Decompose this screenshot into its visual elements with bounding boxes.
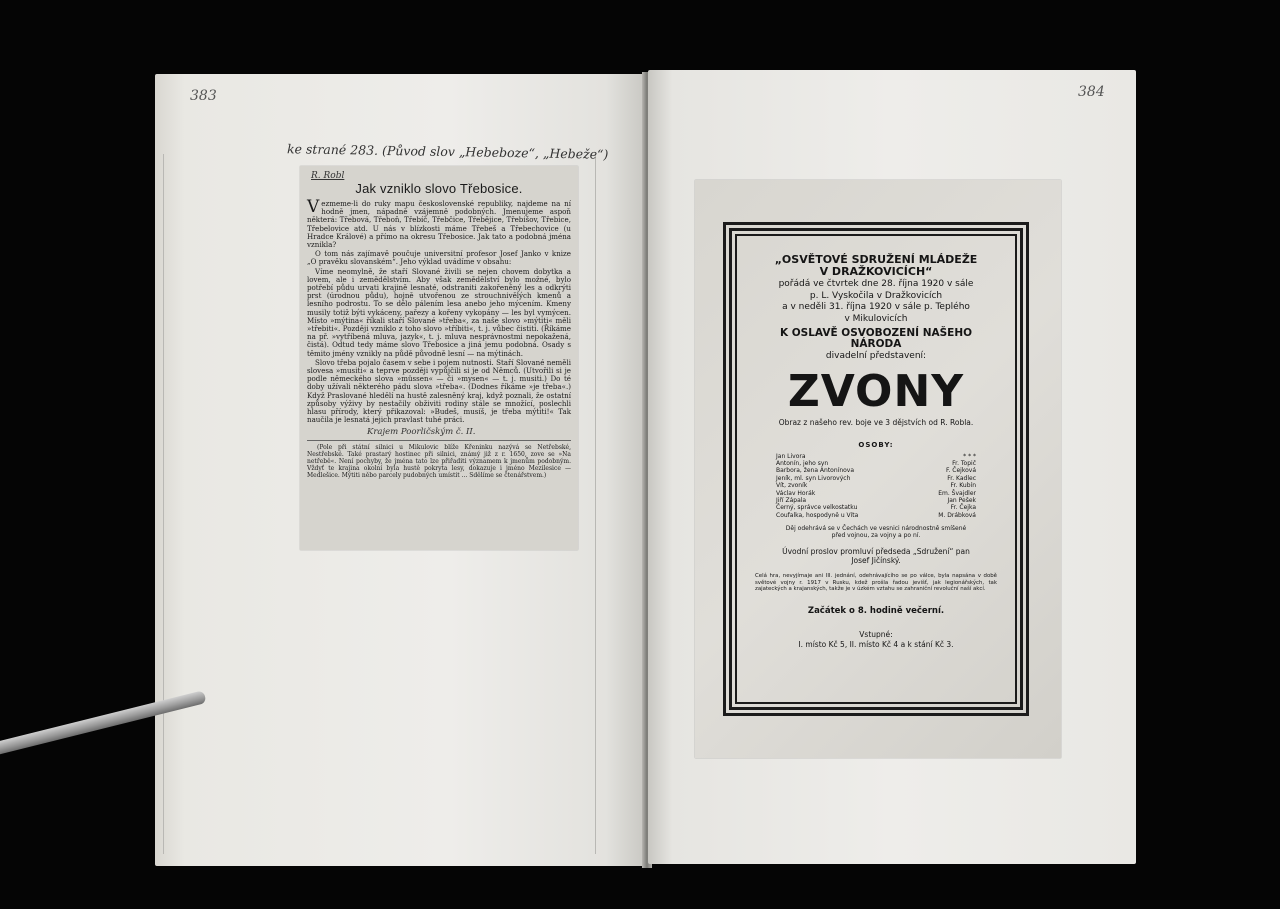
cast-actor: Fr. Kubín <box>950 482 976 490</box>
cast-role: Jiří Zápala <box>776 496 807 504</box>
poster-cast-heading: OSOBY: <box>858 440 894 449</box>
clipping-paragraph: Slovo třeba pojalo časem v sebe i pojem nutnosti. Staří Slované neměli slovesa »musiti« a teprve později vypůjčili si je od Němců. (Utvořili si je podle německého slova »müssen« — či »mysen« — t. j. musiti.) Do té doby užívali některého pádu slova »třeba«. (Dodnes říkáme »je třeba«.) Když Praslované hledělí na hustě zalesněný kraj, když poznali, že ostatní způsoby výživy by nestačily obživiti rodiny stále se množící, poslechli hlasu přírody, který přikazoval: »Budeš, musíš, je třeba mýtiti!« Tak naučila je lesnatá jejich pravlast tuhé práci. <box>307 357 571 425</box>
poster-content <box>741 240 1011 700</box>
clipping-footnote: (Pole při státní silnici u Mikulovic blíže Křeninku nazývá se Netřebské, Nestřebské. Také prastarý hostinec při silnici, známý již z r. 1650, zove se »Na netřebě«. Není pochyby, že jména tato lze přiřaditi významem k jmenům podobným. Vždyť te krajina okolní byla hustě pokryta lesy, dokazuje i jméno Mezilesice — Medlešice. Mýtiti něbo parcely pudobných umístit ... Sdělíme se čtenářstvem.) <box>307 444 571 480</box>
clipping-paragraph: O tom nás zajímavě poučuje universitní profesor Josef Janko v knize „O pravěku slovanském“. Jeho výklad uvádíme v obsahu: <box>307 249 571 267</box>
cast-role: Václav Horák <box>776 489 816 497</box>
poster-occasion: NÁRODA <box>850 338 902 350</box>
cast-row <box>776 460 976 467</box>
poster-intro <box>741 547 1011 565</box>
left-page <box>155 74 645 866</box>
cast-actor: Fr. Kadlec <box>947 474 976 482</box>
poster-subtitle: Obraz z našeho rev. boje ve 3 dějstvích od R. Robla. <box>778 417 974 427</box>
clipping-title: Jak vzniklo slovo Třebosice. <box>355 181 523 196</box>
cast-actor: Jan Pešek <box>947 496 976 504</box>
cast-role: Jan Livora <box>776 452 806 460</box>
theatre-poster <box>695 180 1061 758</box>
poster-setting <box>741 525 1011 539</box>
poster-title: ZVONY <box>787 365 965 417</box>
cast-role: Vít, zvoník <box>776 482 808 490</box>
cast-row <box>776 490 976 497</box>
poster-setting-line: před vojnou, za vojny a po ní. <box>831 532 921 540</box>
cast-role: Coufalka, hospodyně u Víta <box>776 511 859 519</box>
cast-row <box>776 453 976 460</box>
poster-admission-label: Vstupné: <box>859 630 893 640</box>
cast-row <box>776 512 976 519</box>
poster-admission-price: I. místo Kč 5, II. místo Kč 4 a k stání Kč 3. <box>798 640 954 650</box>
poster-setting-line: Děj odehrává se v Čechách ve vesnici národnostně smíšené <box>785 525 967 533</box>
cast-row <box>776 467 976 474</box>
newspaper-clipping <box>300 166 578 550</box>
poster-cast-list <box>776 453 976 520</box>
clipping-paragraph: Vezmeme-li do ruky mapu československé republiky, najdeme na ní hodně jmen, nápadně vzájemně podobných. Jmenujeme aspoň některá: Třebová, Třeboň, Třebíč, Třebčice, Třebějice, Třebišov, Třebice, Třebelovice atd. U nás v blízkosti máme Třebeš a Třebechovice (u Hradce Králové) a přímo na okresu Třebosice. Jak tato a podobná jména vznikla? <box>307 197 571 250</box>
poster-org-line: „OSVĚTOVÉ SDRUŽENÍ MLÁDEŽE <box>774 253 978 266</box>
cast-actor: Em. Švajdler <box>938 489 976 497</box>
cast-role: Černý, správce velkostatku <box>776 504 858 512</box>
cast-actor: * * * <box>963 452 976 460</box>
poster-text: p. L. Vyskočila v Dražkovicích <box>809 290 943 301</box>
cast-row <box>776 504 976 511</box>
poster-note: Celá hra, nevyjímaje ani III. jednání, odehrávajícího se po válce, byla napsána v době světové vojny r. 1917 v Rusku, kdež prošla řadou jevišť, jak legionářských, tak zajateckých a krajanských, takže je v úzkém vztahu se zahraniční revoluční naší akcí. <box>755 573 997 592</box>
cast-role: Jeník, ml. syn Livorových <box>776 474 851 482</box>
poster-intro-line: Úvodní proslov promluví předseda „Sdružení“ pan <box>782 547 970 557</box>
clipping-author: R. Robl <box>311 171 345 181</box>
clipping-paragraph: Víme neomylně, že staří Slované živili se nejen chovem dobytka a lovem, ale i zemědělstvím. Aby však zemědělství bylo možné, bylo potřebí půdu urvati krajině lesnaté, odstraniti zakořeněný les a odkrýti prst (úrodnou půdu), hojně utvořenou ze strouchnivělých kmenů a lesního podrostu. To se dělo pálením lesa anebo jeho mýcením. Kmeny musily totiž býti vykáceny, pařezy a kořeny vykopány — les byl vymýcen. Místo »mýtina« říkali staří Slované »třeba«, za naše slovo »mýtiti« měli »třebiti«. Později vzniklo z toho slovo »tříbiti«, t. j. vůbec čistiti. (Říkáme na př. »vytříbená mluva, jazyk«, t. j. mluva nesprávnostmi nepokažená, čistá). Odtud tedy máme slovo Třebosice a jiná jemu podobná. Osady s těmito jmény vznikly na půdě původně lesní — na mýtinách. <box>307 266 571 358</box>
poster-intro-line: Josef Jičínský. <box>851 556 901 566</box>
poster-start-time: Začátek o 8. hodině večerní. <box>807 606 945 617</box>
poster-organizer <box>741 254 1011 278</box>
poster-occasion: K OSLAVĚ OSVOBOZENÍ NAŠEHO <box>779 327 973 339</box>
handwritten-note: ke strané 283. (Původ slov „Hebeboze“, „Hebeže“) <box>286 141 609 162</box>
cast-actor: F. Čejková <box>945 467 976 475</box>
poster-text: v Mikulovicích <box>844 313 908 324</box>
cast-row <box>776 497 976 504</box>
poster-admission <box>741 630 1011 650</box>
left-margin-line <box>163 154 164 854</box>
left-page-number: 383 <box>190 88 217 104</box>
cast-actor: M. Drábková <box>938 511 976 519</box>
clipping-divider <box>307 440 571 441</box>
poster-text: divadelní představení: <box>825 351 927 361</box>
cast-role: Barbora, žena Antonínova <box>776 467 855 475</box>
poster-org-line: V DRAŽKOVICÍCH“ <box>819 265 933 278</box>
poster-text: a v neděli 31. října 1920 v sále p. Teplého <box>782 302 970 312</box>
clipping-signature: Krajem Poorličským č. II. <box>367 427 476 438</box>
cast-role: Antonín, jeho syn <box>776 459 829 467</box>
cast-row <box>776 482 976 489</box>
right-margin-line <box>595 154 596 854</box>
open-book <box>150 70 1145 870</box>
cast-actor: Fr. Čejka <box>950 504 976 512</box>
cast-row <box>776 475 976 482</box>
right-page-number: 384 <box>1078 84 1105 100</box>
cast-actor: Fr. Topič <box>952 459 976 467</box>
poster-text: pořádá ve čtvrtek dne 28. října 1920 v sále <box>778 279 974 289</box>
